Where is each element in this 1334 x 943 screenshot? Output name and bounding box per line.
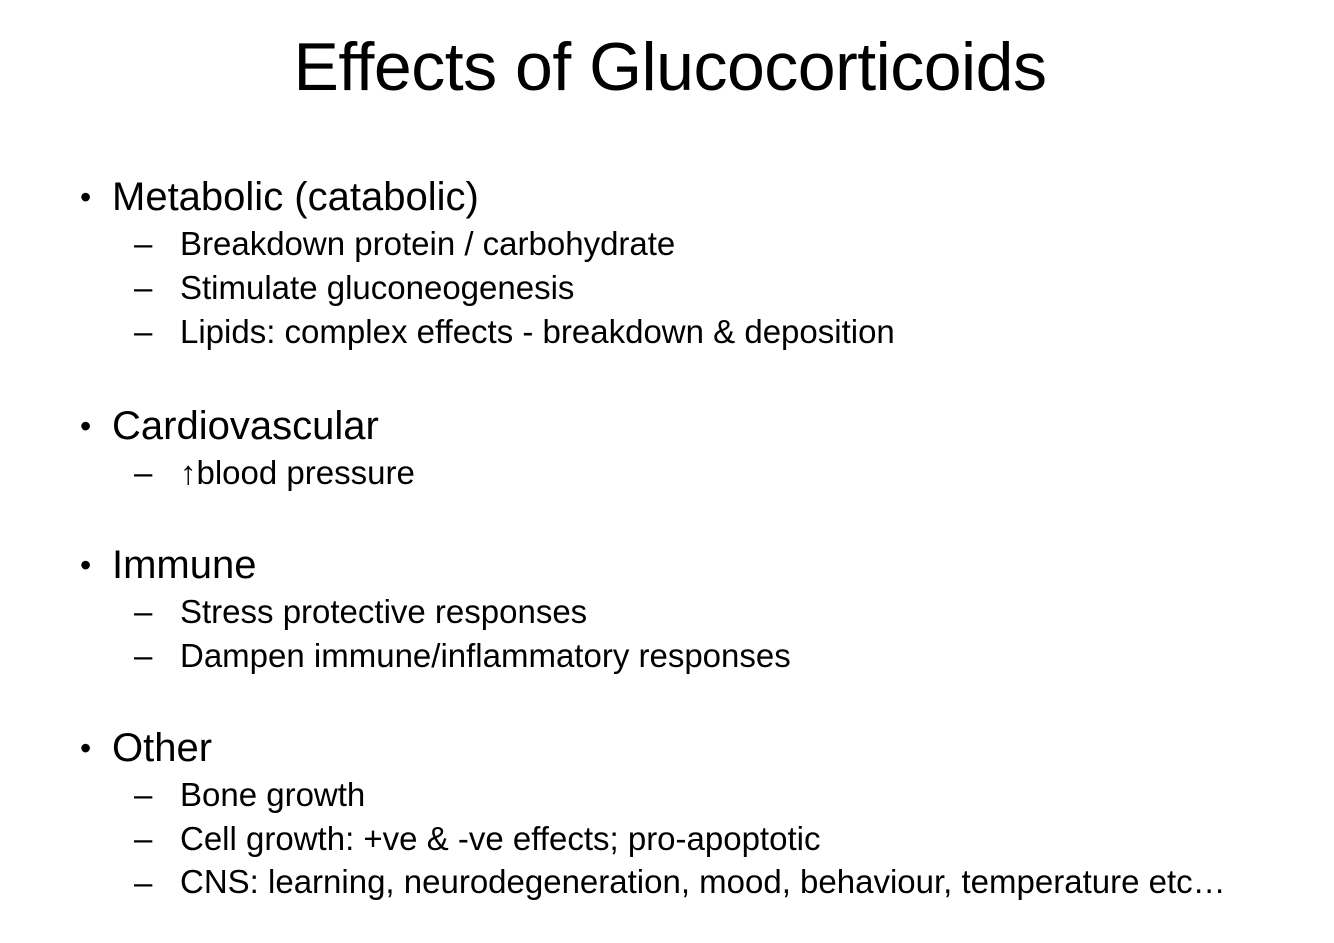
bullet-glyph: • (80, 179, 92, 215)
sub-item (0, 773, 1334, 817)
sub-item-text: Dampen immune/inflammatory responses (180, 637, 791, 674)
sub-item-text: Lipids: complex effects - breakdown & deposition (180, 313, 895, 350)
sub-item (0, 451, 1334, 495)
section-immune (0, 540, 1334, 678)
section-cardiovascular (0, 401, 1334, 495)
bullet-glyph: • (80, 730, 92, 766)
section-other (0, 723, 1334, 943)
sub-item-text: Cell growth: +ve & -ve effects; pro-apoptotic (180, 820, 821, 857)
section-heading: Metabolic (catabolic) (112, 175, 479, 219)
sub-item-label: blood pressure (196, 454, 415, 491)
section-heading: Other (112, 726, 213, 770)
dash-glyph: – (134, 776, 153, 813)
dash-glyph: – (134, 637, 153, 674)
dash-glyph: – (134, 225, 153, 262)
sub-item-text: Breakdown protein / carbohydrate (180, 225, 676, 262)
bullet-glyph: • (80, 547, 92, 583)
section-heading: Immune (112, 543, 257, 587)
dash-glyph: – (134, 820, 153, 857)
up-arrow-icon: ↑ (180, 454, 197, 491)
bullet-glyph: • (80, 408, 92, 444)
dash-glyph: – (134, 593, 153, 630)
sub-item (0, 817, 1334, 861)
dash-glyph: – (134, 269, 153, 306)
sub-item (0, 266, 1334, 310)
dash-glyph: – (134, 454, 153, 491)
sub-item-text: Stress protective responses (180, 593, 588, 630)
section-heading: Cardiovascular (112, 404, 379, 448)
sub-item (0, 861, 1334, 943)
section-metabolic (0, 172, 1334, 354)
dash-glyph: – (134, 864, 153, 901)
dash-glyph: – (134, 313, 153, 350)
bullet-item (0, 723, 1334, 773)
slide-title: Effects of Glucocorticoids (293, 29, 1047, 105)
sub-item-text (180, 451, 415, 495)
bullet-item (0, 401, 1334, 451)
bullet-item (0, 540, 1334, 590)
sub-item (0, 310, 1334, 354)
sub-item (0, 634, 1334, 678)
sub-item-text: Stimulate gluconeogenesis (180, 269, 575, 306)
sub-item (0, 222, 1334, 266)
sub-item (0, 590, 1334, 634)
sub-item-text: CNS: learning, neurodegeneration, mood, behaviour, temperature etc… (180, 863, 1226, 900)
sub-item-text: Bone growth (180, 776, 366, 813)
bullet-item (0, 172, 1334, 222)
